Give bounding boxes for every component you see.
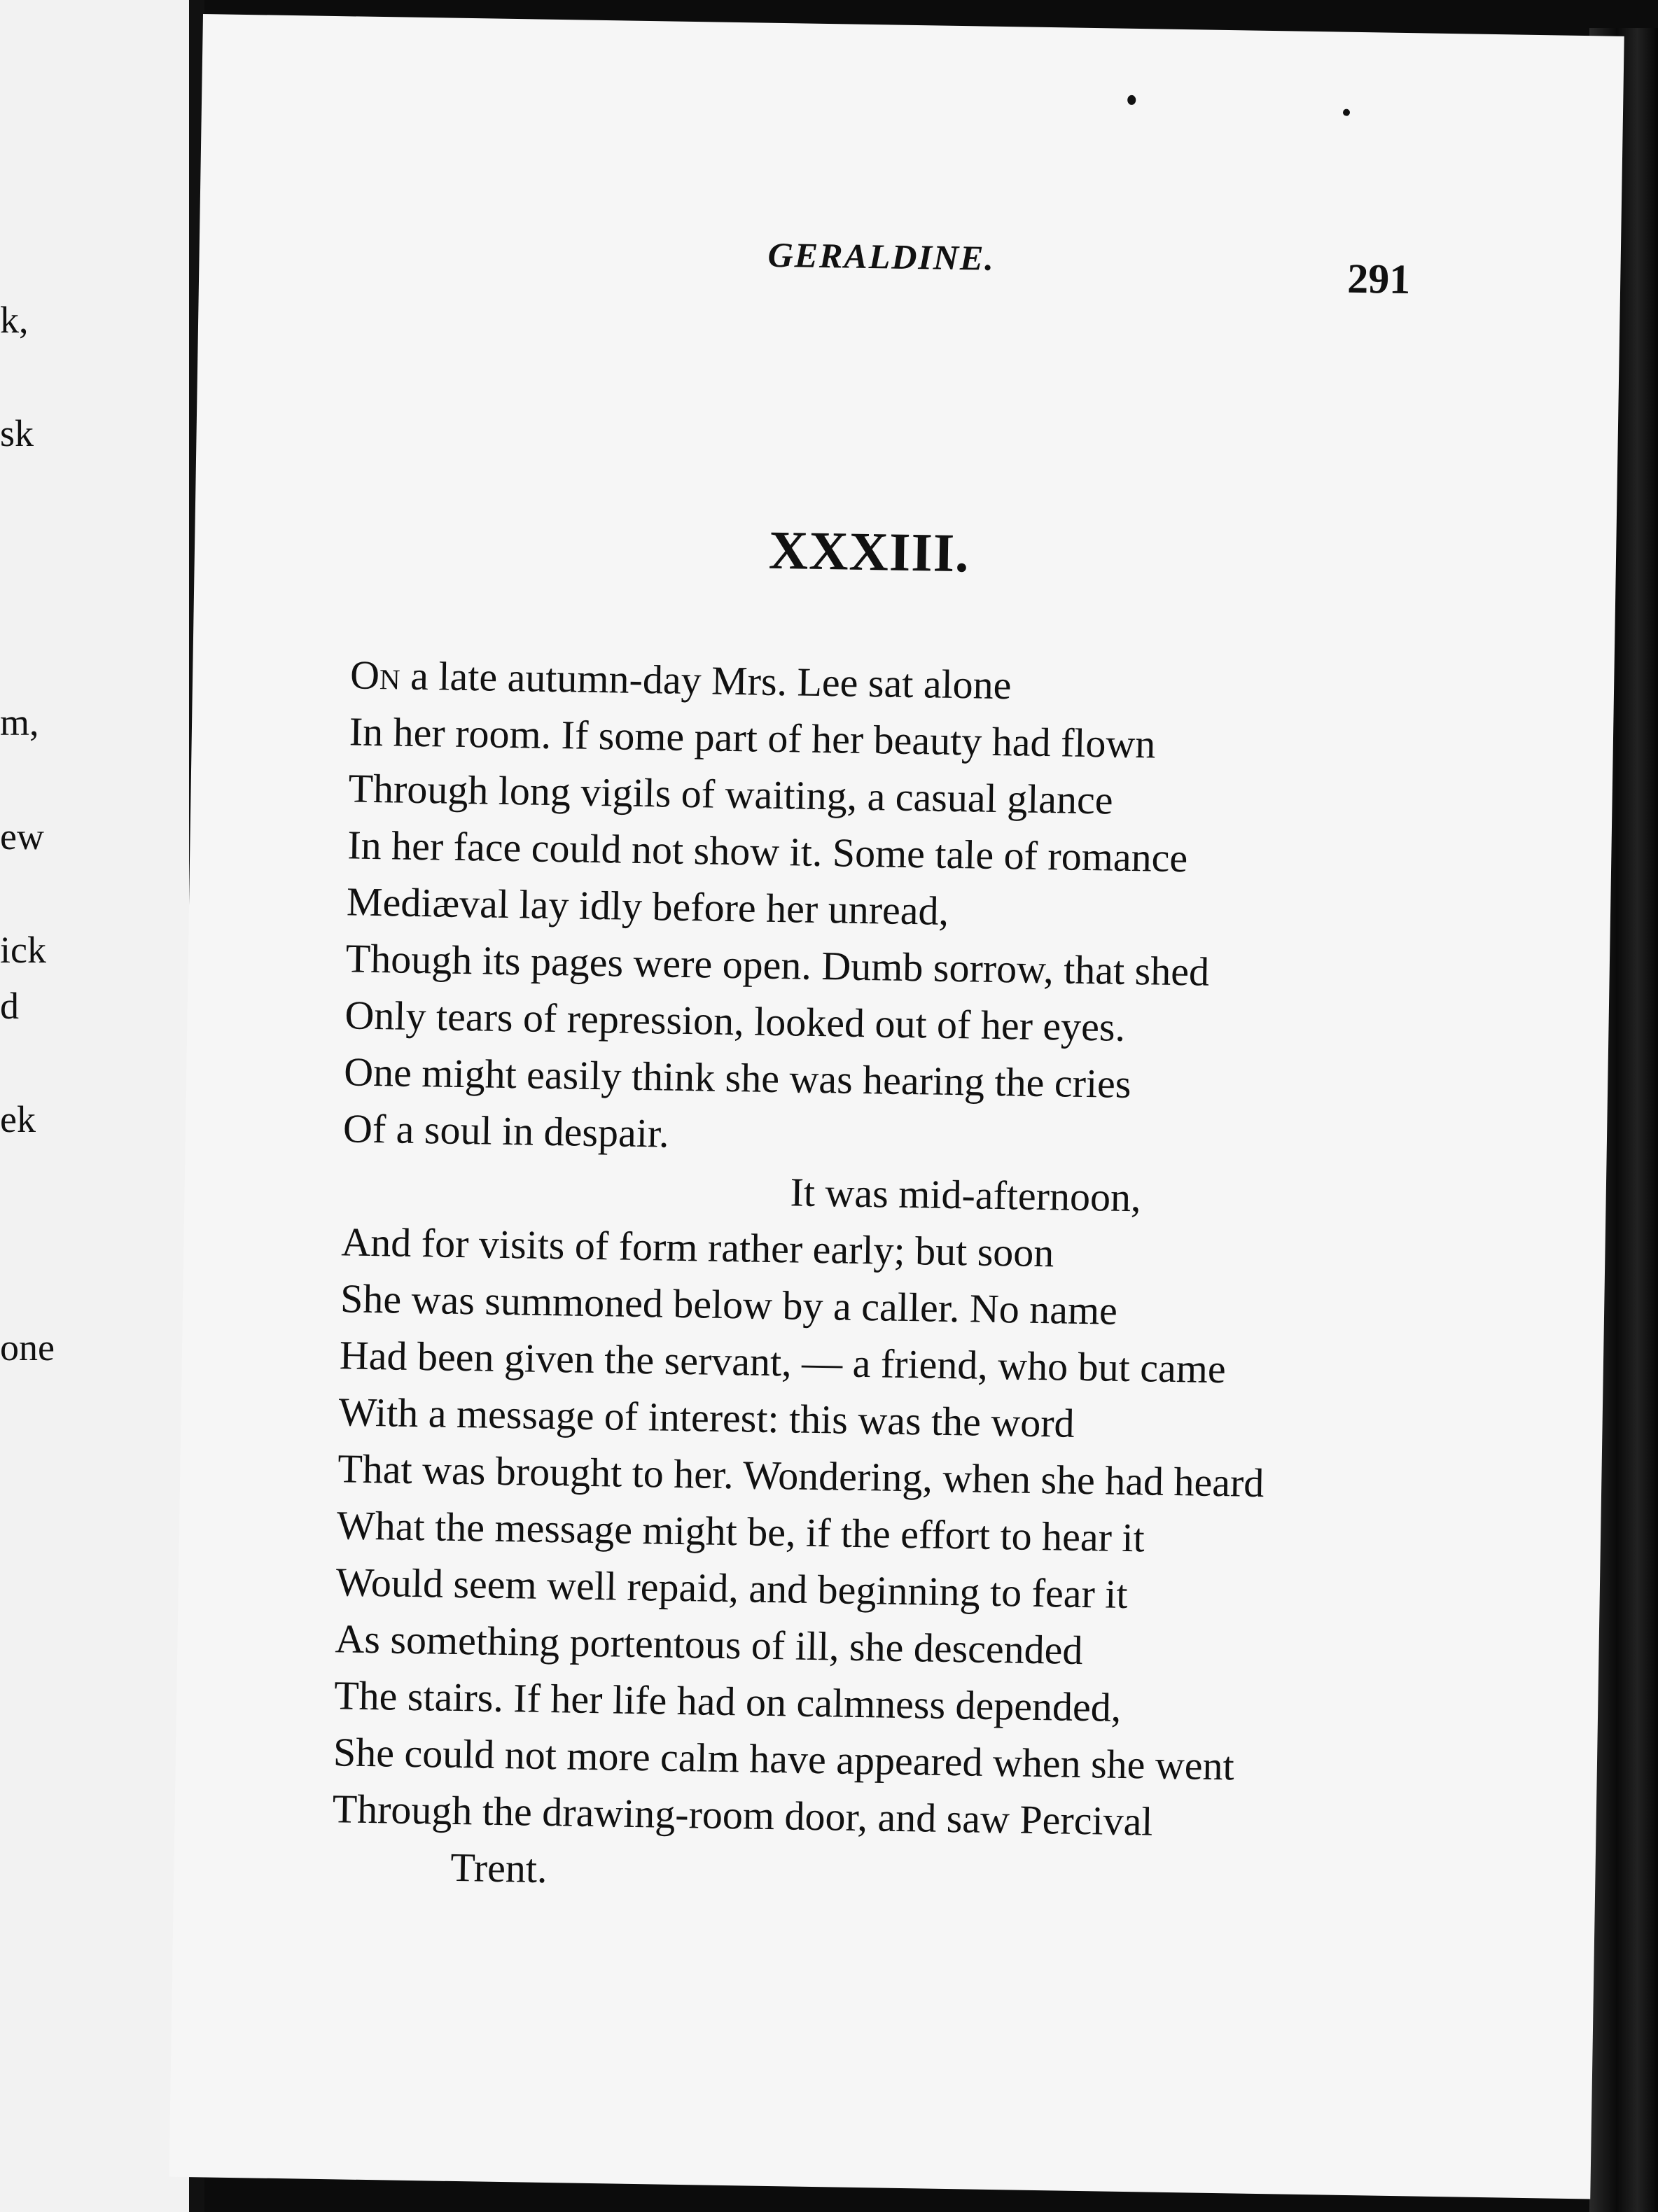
poem-line: With a message of interest: this was the word — [338, 1389, 1075, 1446]
poem-line: It was mid-afternoon, — [790, 1169, 1142, 1221]
poem-line: That was brought to her. Wondering, when she had heard — [337, 1446, 1265, 1506]
book-page — [169, 14, 1624, 2199]
facing-page-fragment: d — [0, 985, 19, 1027]
poem-line: She was summoned below by a caller. No name — [340, 1275, 1118, 1334]
poem-line: One might easily think she was hearing the cries — [343, 1049, 1131, 1107]
scan-speck — [1127, 95, 1136, 105]
facing-page-fragment: ew — [0, 816, 44, 858]
drop-cap: On — [349, 652, 401, 699]
poem-line: Only tears of repression, looked out of her eyes. — [344, 992, 1126, 1050]
scan-speck — [1343, 109, 1350, 116]
poem-line: Had been given the servant, — a friend, who but came — [339, 1332, 1227, 1392]
facing-page-fragment: sk — [0, 412, 34, 454]
poem-line: Though its pages were open. Dumb sorrow, that shed — [345, 935, 1210, 995]
poem-line: In her face could not show it. Some tale of romance — [347, 822, 1188, 881]
poem-line: Mediæval lay idly before her unread, — [346, 878, 949, 934]
poem-text — [331, 646, 1471, 1911]
chapter-heading: XXXIII. — [768, 519, 970, 584]
poem-line: Trent. — [450, 1844, 548, 1892]
facing-page-fragment: k, — [0, 299, 29, 341]
poem-line: Through long vigils of waiting, a casual glance — [348, 765, 1114, 823]
poem-line: And for visits of form rather early; but soon — [340, 1219, 1054, 1276]
poem-line: Would seem well repaid, and beginning to fear it — [335, 1559, 1129, 1618]
page-number: 291 — [1346, 255, 1411, 303]
facing-page-fragment: ick — [0, 929, 46, 971]
facing-page-fragment: one — [0, 1326, 55, 1368]
poem-line: Of a soul in despair. — [342, 1105, 670, 1156]
facing-page-edge — [0, 0, 199, 2212]
poem-line: The stairs. If her life had on calmness depended, — [333, 1672, 1122, 1730]
poem-line: Through the drawing-room door, and saw Percival — [332, 1786, 1153, 1844]
facing-page-fragment: ek — [0, 1098, 36, 1140]
poem-line-text: a late autumn-day Mrs. Lee sat alone — [400, 652, 1012, 708]
poem-line: In her room. If some part of her beauty had flown — [349, 708, 1156, 767]
poem-line: What the message might be, if the effort to hear it — [336, 1502, 1145, 1561]
facing-page-fragment: m, — [0, 701, 39, 743]
running-head: GERALDINE. — [767, 234, 996, 278]
poem-line: As something portentous of ill, she descended — [335, 1616, 1083, 1674]
poem-line: She could not more calm have appeared when she went — [333, 1729, 1235, 1789]
